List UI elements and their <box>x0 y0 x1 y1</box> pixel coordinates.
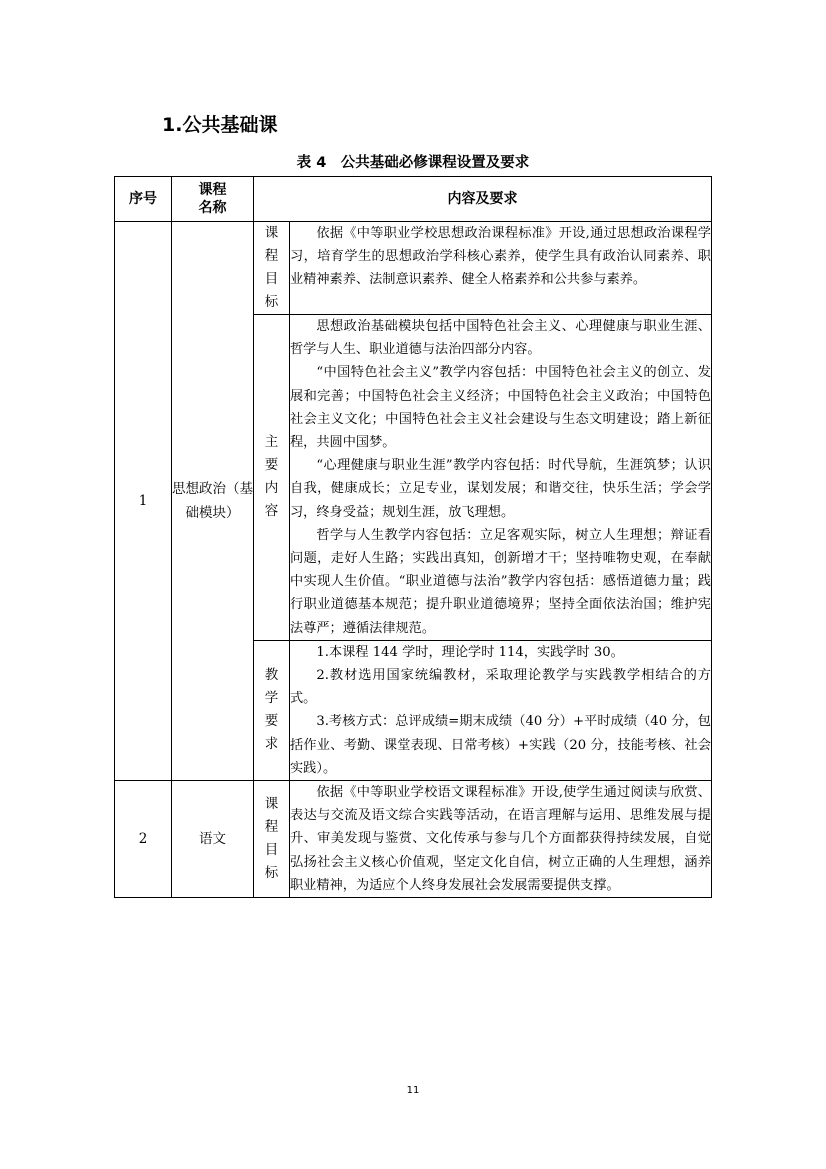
course-name: 思想政治（基础模块） <box>172 222 254 781</box>
content-paragraph: 思想政治基础模块包括中国特色社会主义、心理健康与职业生涯、哲学与人生、职业道德与法治四部分内容。 <box>290 319 711 358</box>
section-heading: 1.公共基础课 <box>162 114 278 136</box>
section-content <box>290 315 712 641</box>
section-label-char: 要 <box>264 713 279 730</box>
table-header-row <box>115 177 712 222</box>
header-content: 内容及要求 <box>254 177 712 222</box>
content-paragraph: “心理健康与职业生涯”教学内容包括：时代导航，生涯筑梦；认识自我，健康成长；立足专业，谋划发展；和谐交往，快乐生活；学会学习，终身受益；规划生涯，放飞理想。 <box>290 458 711 520</box>
section-label-char: 目 <box>264 271 279 287</box>
section-label-char: 课 <box>264 225 279 241</box>
page-number: 11 <box>406 1085 420 1096</box>
section-label-char: 学 <box>264 690 279 707</box>
table-caption: 表 4 公共基础必修课程设置及要求 <box>296 155 530 171</box>
section-label-char: 目 <box>264 842 279 859</box>
row-index: 1 <box>115 222 172 781</box>
section-label-char: 容 <box>264 503 279 520</box>
section-content <box>290 781 712 898</box>
section-label <box>254 640 290 780</box>
content-paragraph: 1.本课程 144 学时，理论学时 114，实践学时 30。 <box>316 644 624 660</box>
header-course-name-line2: 名称 <box>198 200 227 216</box>
section-content <box>290 640 712 780</box>
header-course-name-line1: 课程 <box>198 182 227 198</box>
row-index: 2 <box>115 781 172 898</box>
header-course-name <box>172 177 254 222</box>
section-label-char: 内 <box>264 480 279 497</box>
section-label <box>254 781 290 898</box>
section-label-char: 教 <box>264 667 279 684</box>
table-row <box>115 781 712 898</box>
section-label-char: 要 <box>264 457 279 474</box>
table-row <box>115 222 712 315</box>
section-content <box>290 222 712 315</box>
section-label-char: 标 <box>264 865 279 882</box>
content-paragraph: “中国特色社会主义”教学内容包括：中国特色社会主义的创立、发展和完善；中国特色社会主义经济；中国特色社会主义政治；中国特色社会主义文化；中国特色社会主义社会建设与生态文明建设；踏上新征程，共圆中国梦。 <box>290 365 711 451</box>
section-label <box>254 315 290 641</box>
section-label-char: 程 <box>264 819 279 836</box>
course-table <box>114 176 712 898</box>
section-label-char: 标 <box>264 294 279 310</box>
section-label-char: 程 <box>264 248 279 264</box>
header-index: 序号 <box>115 177 172 222</box>
section-label-char: 课 <box>264 796 279 813</box>
content-paragraph: 哲学与人生教学内容包括：立足客观实际，树立人生理想；辩证看问题，走好人生路；实践出真知，创新增才干；坚持唯物史观，在奉献中实现人生价值。“职业道德与法治”教学内容包括：感悟道德力量；践行职业道德基本规范；提升职业道德境界；坚持全面依法治国；维护宪法尊严；遵循法律规范。 <box>290 527 711 636</box>
section-label-char: 主 <box>264 434 279 451</box>
content-paragraph: 依据《中等职业学校思想政治课程标准》开设,通过思想政治课程学习，培育学生的思想政治学科核心素养，使学生具有政治认同素养、职业精神素养、法制意识素养、健全人格素养和公共参与素养。 <box>290 226 711 288</box>
content-paragraph: 3.考核方式：总评成绩=期末成绩（40 分）+平时成绩（40 分，包括作业、考勤、课堂表现、日常考核）+实践（20 分，技能考核、社会实践）。 <box>290 714 711 776</box>
course-name: 语文 <box>172 781 254 898</box>
content-paragraph: 依据《中等职业学校语文课程标准》开设,使学生通过阅读与欣赏、表达与交流及语文综合实践等活动，在语言理解与运用、思维发展与提升、审美发现与鉴赏、文化传承与参与几个方面都获得持续发展，自觉弘扬社会主义核心价值观，坚定文化自信，树立正确的人生理想，涵养职业精神，为适应个人终身发展社会发展需要提供支撑。 <box>290 785 711 893</box>
section-label <box>254 222 290 315</box>
content-paragraph: 2.教材选用国家统编教材，采取理论教学与实践教学相结合的方式。 <box>290 668 711 707</box>
section-label-char: 求 <box>264 736 279 753</box>
